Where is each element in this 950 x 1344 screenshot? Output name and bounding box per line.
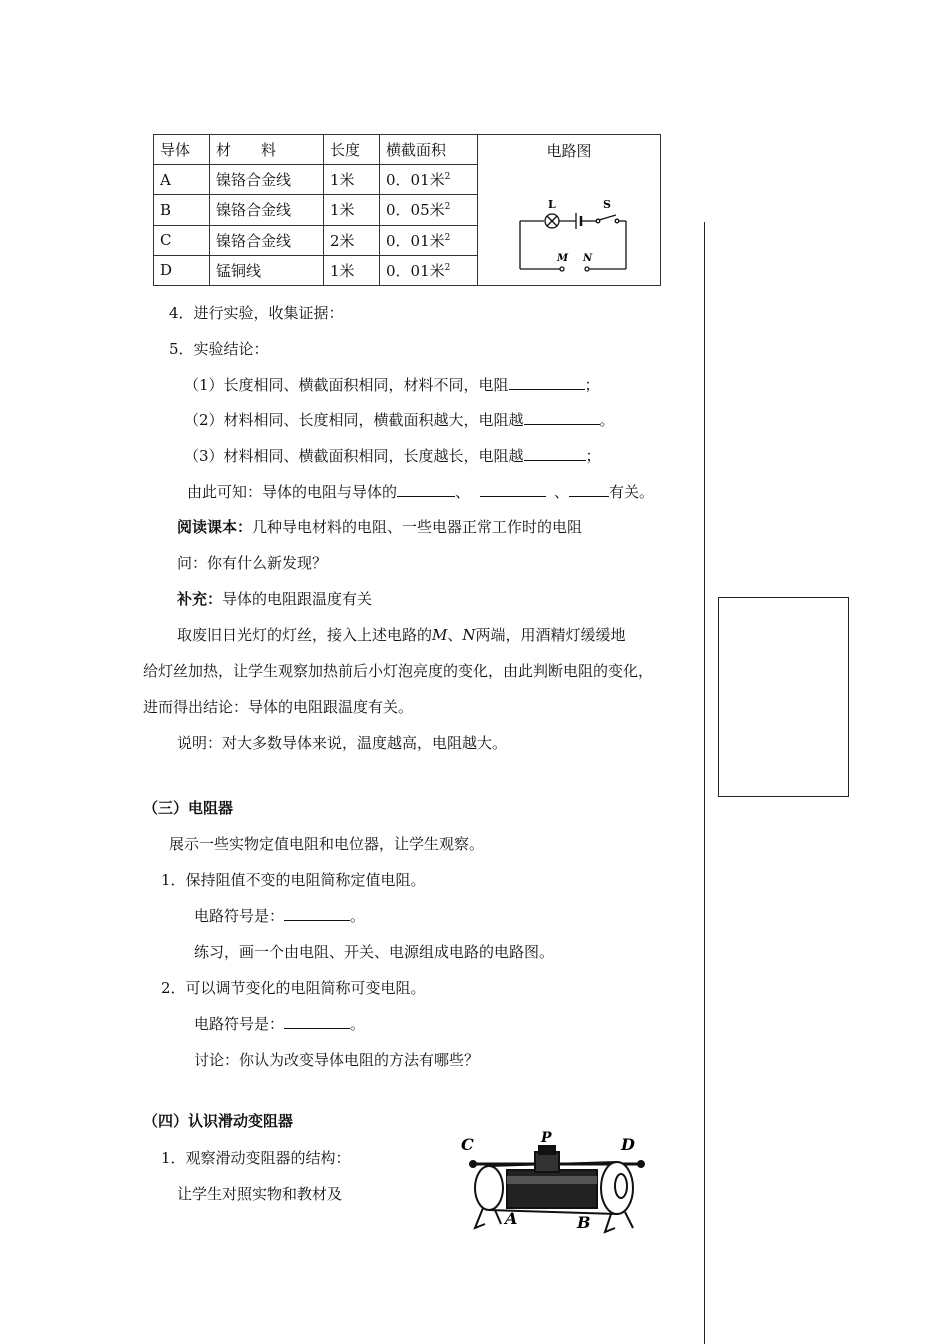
symbol-line-2 <box>194 1013 365 1034</box>
area-value: 0．01米 <box>386 171 445 190</box>
reading-label: 阅读课本： <box>177 518 253 536</box>
header-cell: 长度 <box>324 135 380 165</box>
supplement-paragraph-1 <box>177 624 626 645</box>
answer-blank[interactable] <box>284 906 350 921</box>
reading-line <box>177 516 582 537</box>
cell-id: D <box>154 255 210 285</box>
terminal-n-label: N <box>583 253 593 264</box>
section-4-item-2: 让学生对照实物和教材及 <box>177 1185 343 1203</box>
terminal-b-label: B <box>577 1213 591 1232</box>
answer-blank[interactable] <box>284 1014 350 1029</box>
symbol-line-1 <box>194 905 365 926</box>
cell-material: 镍铬合金线 <box>210 165 324 195</box>
section-4-title: （四）认识滑动变阻器 <box>143 1112 294 1130</box>
cell-material: 锰铜线 <box>210 255 324 285</box>
conclusion-1-text: （1）长度相同、横截面积相同，材料不同，电阻 <box>184 376 509 394</box>
cell-id: A <box>154 165 210 195</box>
header-cell: 材 料 <box>210 135 324 165</box>
cell-id: B <box>154 195 210 225</box>
cell-material: 镍铬合金线 <box>210 195 324 225</box>
cell-material: 镍铬合金线 <box>210 225 324 255</box>
area-sup: 2 <box>444 202 451 213</box>
separator: 、 <box>455 483 471 501</box>
answer-blank[interactable] <box>509 375 585 390</box>
supplement-line <box>177 588 372 609</box>
discussion-text: 讨论：你认为改变导体电阻的方法有哪些？ <box>194 1051 480 1069</box>
switch-label: S <box>603 198 611 211</box>
supplement-note: 说明：对大多数导体来说，温度越高，电阻越大。 <box>177 734 508 752</box>
supplement-paragraph-3: 进而得出结论：导体的电阻跟温度有关。 <box>143 698 414 716</box>
supplement-text: 导体的电阻跟温度有关 <box>222 590 373 608</box>
area-value: 0．05米 <box>386 201 445 220</box>
area-sup: 2 <box>444 262 451 273</box>
conclusion-3-text: （3）材料相同、横截面积相同，长度越长，电阻越 <box>184 447 524 465</box>
conclusion-2-text: （2）材料相同、长度相同，横截面积越大，电阻越 <box>184 411 524 429</box>
terminal-p-label: P <box>541 1130 552 1146</box>
cell-length: 1米 <box>324 165 380 195</box>
step-5: 5．实验结论： <box>169 340 269 358</box>
circuit-diagram <box>478 161 660 281</box>
table-header-row <box>154 135 661 165</box>
conclusion-2-end: 。 <box>599 411 615 429</box>
cell-area <box>380 255 478 285</box>
area-sup: 2 <box>444 232 451 243</box>
circuit-heading: 电路图 <box>546 142 592 160</box>
lamp-label: L <box>548 198 556 211</box>
answer-blank[interactable] <box>397 482 455 497</box>
conclusion-1-end: ； <box>584 376 600 394</box>
conclusion-1 <box>184 374 600 395</box>
notes-box <box>718 597 849 797</box>
area-sup: 2 <box>444 172 451 183</box>
section-3-item-2: 2．可以调节变化的电阻简称可变电阻。 <box>161 979 426 997</box>
rheostat-illustration <box>455 1128 655 1240</box>
answer-blank[interactable] <box>524 446 586 461</box>
symbol-label: 电路符号是： <box>194 1015 285 1033</box>
reading-question: 问：你有什么新发现？ <box>177 554 328 572</box>
conclusion-2 <box>184 409 615 430</box>
section-3-title: （三）电阻器 <box>143 799 234 817</box>
cell-id: C <box>154 225 210 255</box>
terminal-c-label: C <box>461 1135 474 1154</box>
cell-area <box>380 225 478 255</box>
cell-length: 1米 <box>324 195 380 225</box>
conductor-table <box>153 134 661 286</box>
overall-conclusion <box>187 481 654 502</box>
answer-blank[interactable] <box>524 410 600 425</box>
symbol-end: 。 <box>350 907 366 925</box>
cell-area <box>380 165 478 195</box>
cell-area <box>380 195 478 225</box>
terminal-a-label: A <box>505 1209 518 1228</box>
section-3-intro: 展示一些实物定值电阻和电位器，让学生观察。 <box>169 835 485 853</box>
step-4: 4．进行实验，收集证据： <box>169 304 344 322</box>
area-value: 0．01米 <box>386 261 445 280</box>
symbol-label: 电路符号是： <box>194 907 285 925</box>
answer-blank[interactable] <box>480 482 546 497</box>
terminal-m: M <box>432 626 448 644</box>
header-cell: 横截面积 <box>380 135 478 165</box>
header-cell: 导体 <box>154 135 210 165</box>
conclusion-3 <box>184 445 601 466</box>
overall-conclusion-end: 有关。 <box>609 483 655 501</box>
area-value: 0．01米 <box>386 231 445 250</box>
supplement-paragraph-2: 给灯丝加热，让学生观察加热前后小灯泡亮度的变化，由此判断电阻的变化， <box>143 662 654 680</box>
section-4-item-1: 1．观察滑动变阻器的结构： <box>161 1149 351 1167</box>
cell-length: 1米 <box>324 255 380 285</box>
margin-divider <box>704 222 705 1344</box>
separator: 、 <box>447 626 463 644</box>
paragraph-text: 取废旧日光灯的灯丝，接入上述电路的 <box>177 626 433 644</box>
circuit-diagram-cell <box>478 135 661 286</box>
practice-text: 练习，画一个由电阻、开关、电源组成电路的电路图。 <box>194 943 555 961</box>
separator: 、 <box>554 483 570 501</box>
terminal-n: N <box>462 626 476 644</box>
paragraph-text: 两端，用酒精灯缓缓地 <box>475 626 626 644</box>
supplement-label: 补充： <box>177 590 223 608</box>
reading-text: 几种导电材料的电阻、一些电器正常工作时的电阻 <box>252 518 583 536</box>
overall-conclusion-text: 由此可知：导体的电阻与导体的 <box>187 483 398 501</box>
cell-length: 2米 <box>324 225 380 255</box>
section-3-item-1: 1．保持阻值不变的电阻简称定值电阻。 <box>161 871 426 889</box>
answer-blank[interactable] <box>569 482 609 497</box>
terminal-d-label: D <box>621 1135 635 1154</box>
conclusion-3-end: ； <box>585 447 601 465</box>
symbol-end: 。 <box>350 1015 366 1033</box>
terminal-m-label: M <box>557 253 569 264</box>
